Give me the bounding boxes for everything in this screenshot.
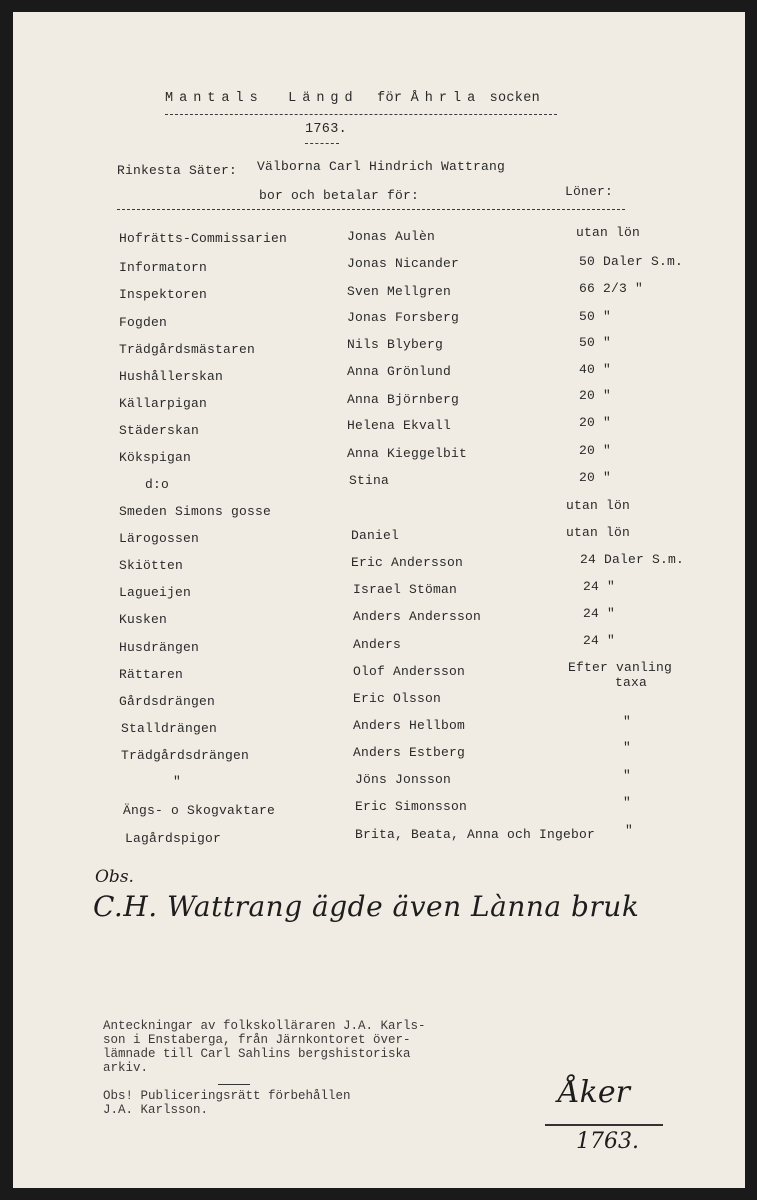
table-row-role: Fogden (119, 315, 168, 330)
table-row-name: Eric Andersson (351, 555, 464, 570)
table-row-role: d:o (145, 477, 170, 492)
table-row-wage: 66 2/3 " (579, 281, 644, 296)
table-row-name: Brita, Beata, Anna och Ingebor (355, 827, 596, 842)
table-row-wage: 24 " (583, 579, 616, 594)
table-row-wage: utan lön (566, 525, 631, 540)
footnote-line: son i Enstaberga, från Järnkontoret över- (103, 1033, 411, 1047)
table-row-role: Städerskan (119, 423, 200, 438)
document-page (13, 12, 745, 1188)
place-underline (545, 1124, 663, 1126)
table-row-wage: 20 " (579, 388, 612, 403)
table-row-wage: " (623, 795, 632, 810)
footnote-line: arkiv. (103, 1061, 149, 1075)
table-row-name: Jonas Aulèn (347, 229, 436, 244)
table-row-name: Stina (349, 473, 390, 488)
title-word-ahrla: Åhrla (410, 91, 482, 106)
table-row-role: Smeden Simons gosse (119, 504, 272, 519)
table-row-name: Anders Estberg (353, 745, 466, 760)
table-row-name: Anna Kieggelbit (347, 446, 468, 461)
table-row-wage: 20 " (579, 443, 612, 458)
table-row-name: Jonas Forsberg (347, 310, 460, 325)
document-year: 1763. (305, 122, 348, 137)
title-word-mantals: Mantals (165, 91, 264, 106)
table-row-wage: " (623, 768, 632, 783)
table-row-wage: 40 " (579, 362, 612, 377)
handwritten-place: Åker (558, 1075, 630, 1110)
wages-label: Löner: (565, 184, 614, 199)
table-row-name: Helena Ekvall (347, 418, 452, 433)
table-row-name: Anna Björnberg (347, 392, 460, 407)
table-row-name: Israel Stöman (353, 582, 458, 597)
table-row-role: Kusken (119, 612, 168, 627)
table-row-role: Lagårdspigor (125, 831, 222, 846)
table-row-wage: 50 Daler S.m. (579, 254, 684, 269)
rights-line: J.A. Karlsson. (103, 1103, 209, 1117)
table-row-wage: " (623, 714, 632, 729)
pays-for-label: bor och betalar för: (259, 188, 420, 203)
table-row-wage: 50 " (579, 309, 612, 324)
table-row-name: Jonas Nicander (347, 256, 460, 271)
table-row-name: Anders (353, 637, 402, 652)
table-row-role: Husdrängen (119, 640, 200, 655)
table-row-wage-cont: taxa (615, 675, 648, 690)
table-row-role: Gårdsdrängen (119, 694, 216, 709)
title-word-for: för (377, 91, 403, 106)
table-row-wage: 50 " (579, 335, 612, 350)
table-row-wage: 24 Daler S.m. (580, 552, 685, 567)
header-rule (117, 209, 625, 210)
table-row-wage: " (625, 823, 634, 838)
table-row-role: Informatorn (119, 260, 208, 275)
table-row-name: Eric Simonsson (355, 799, 468, 814)
table-row-role: Hushållerskan (119, 369, 224, 384)
table-row-role: Trädgårdsdrängen (121, 748, 250, 763)
year-underline (305, 143, 339, 144)
table-row-role: Skiötten (119, 558, 184, 573)
table-row-name: Anders Andersson (353, 609, 482, 624)
table-row-role: Källarpigan (119, 396, 208, 411)
table-row-name: Olof Andersson (353, 664, 466, 679)
table-row-role: Rättaren (119, 667, 184, 682)
table-row-role: Lärogossen (119, 531, 200, 546)
table-row-wage: 24 " (583, 633, 616, 648)
table-row-role: Trädgårdsmästaren (119, 342, 256, 357)
table-row-name: Anders Hellbom (353, 718, 466, 733)
table-row-role: Kökspigan (119, 450, 192, 465)
title-underline (165, 114, 557, 115)
table-row-wage: utan lön (576, 225, 641, 240)
archive-footnote (103, 1019, 426, 1075)
table-row-role: Ängs- o Skogvaktare (123, 803, 276, 818)
table-row-role: " (173, 774, 182, 789)
table-row-name: Eric Olsson (353, 691, 442, 706)
table-row-name: Nils Blyberg (347, 337, 444, 352)
table-row-role: Inspektoren (119, 287, 208, 302)
handwritten-obs: Obs. (95, 867, 134, 887)
table-row-name: Anna Grönlund (347, 364, 452, 379)
table-row-wage: " (623, 740, 632, 755)
table-row-role: Hofrätts-Commissarien (119, 231, 288, 246)
table-row-name: Jöns Jonsson (355, 772, 452, 787)
table-row-role: Lagueijen (119, 585, 192, 600)
table-row-wage: Efter vanling (568, 660, 673, 675)
table-row-role: Stalldrängen (121, 721, 218, 736)
table-row-wage: 20 " (579, 415, 612, 430)
footnote-line: lämnade till Carl Sahlins bergshistoriska (103, 1047, 411, 1061)
table-row-name: Sven Mellgren (347, 284, 452, 299)
table-row-wage: 20 " (579, 470, 612, 485)
table-row-wage: utan lön (566, 498, 631, 513)
handwritten-note: C.H. Wattrang ägde även Lànna bruk (93, 890, 640, 923)
table-row-name: Daniel (351, 528, 400, 543)
footnote-line: Anteckningar av folkskolläraren J.A. Karls- (103, 1019, 426, 1033)
table-row-wage: 24 " (583, 606, 616, 621)
estate-owner: Välborna Carl Hindrich Wattrang (257, 159, 506, 174)
title-word-socken: socken (489, 91, 541, 106)
rights-notice (103, 1089, 351, 1117)
estate-label: Rinkesta Säter: (117, 163, 238, 178)
document-title (165, 91, 540, 106)
title-word-langd: Längd (288, 91, 359, 106)
handwritten-year: 1763. (576, 1129, 639, 1154)
footnote-divider (218, 1084, 250, 1085)
rights-line: Obs! Publiceringsrätt förbehållen (103, 1089, 351, 1103)
